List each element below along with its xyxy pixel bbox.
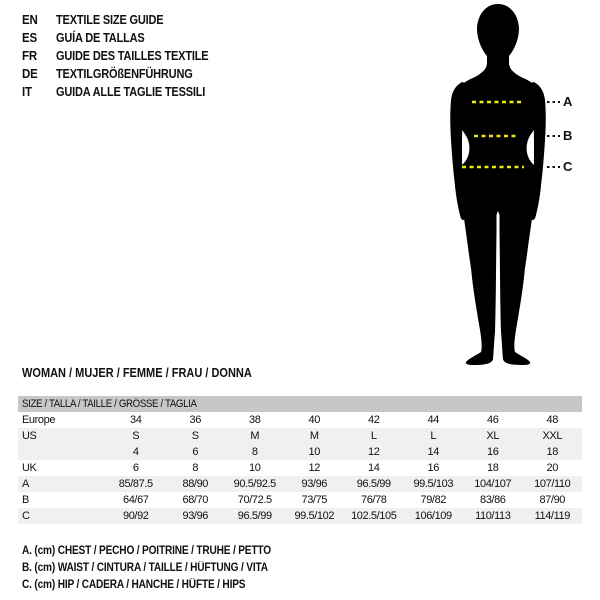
language-code: ES <box>22 31 37 45</box>
size-table-header <box>18 396 582 412</box>
size-cell: 99.5/102 <box>294 510 335 522</box>
size-cell: 64/67 <box>122 494 149 506</box>
language-label: GUIDA ALLE TAGLIE TESSILI <box>56 85 206 99</box>
size-cell: 102.5/105 <box>351 510 397 522</box>
size-cell: 4 <box>132 446 139 458</box>
legend-line <box>22 543 305 560</box>
size-cell: 73/75 <box>301 494 328 506</box>
size-cell: 96.5/99 <box>356 478 391 490</box>
language-list <box>22 11 229 101</box>
size-cell: L <box>370 430 377 442</box>
woman-silhouette <box>400 0 600 380</box>
size-cell: 34 <box>130 414 142 426</box>
size-cell: 12 <box>308 462 320 474</box>
size-cell: 96.5/99 <box>237 510 272 522</box>
language-label: TEXTILGRÖßENFÜHRUNG <box>56 67 193 81</box>
row-label: UK <box>22 462 37 474</box>
size-cell: 18 <box>546 446 558 458</box>
silhouette-shapes <box>450 4 546 365</box>
size-cell: 14 <box>368 462 380 474</box>
size-cell: 68/70 <box>182 494 209 506</box>
size-cell: 8 <box>251 446 258 458</box>
size-cell: 16 <box>427 462 439 474</box>
size-cell: S <box>191 430 199 442</box>
row-label: Europe <box>22 414 56 426</box>
language-code: FR <box>22 49 37 63</box>
language-row <box>22 11 229 29</box>
measure-label-waist: B <box>563 128 573 143</box>
language-row <box>22 29 229 47</box>
size-cell: L <box>430 430 437 442</box>
size-cell: 8 <box>192 462 199 474</box>
size-cell: 10 <box>308 446 320 458</box>
row-label <box>18 444 106 460</box>
size-cell: 14 <box>427 446 439 458</box>
size-cell: XXL <box>542 430 563 442</box>
size-cell: 16 <box>487 446 499 458</box>
row-label: B <box>22 494 29 506</box>
language-label: GUÍA DE TALLAS <box>56 31 145 45</box>
size-cell: 6 <box>132 462 139 474</box>
size-cell: 88/90 <box>182 478 209 490</box>
size-cell: S <box>132 430 140 442</box>
size-cell: 18 <box>487 462 499 474</box>
language-code: EN <box>22 13 38 27</box>
size-cell: 20 <box>546 462 558 474</box>
table-row <box>18 412 582 428</box>
language-row <box>22 65 229 83</box>
size-cell: 107/110 <box>534 478 571 490</box>
size-cell: 93/96 <box>182 510 209 522</box>
size-cell: 85/87.5 <box>118 478 153 490</box>
size-cell: 12 <box>368 446 380 458</box>
measure-label-hip: C <box>563 159 573 174</box>
table-row <box>18 476 582 492</box>
size-table-header-text: SIZE / TALLA / TAILLE / GRÖSSE / TAGLIA <box>22 398 197 410</box>
size-cell: 93/96 <box>301 478 328 490</box>
size-cell: 83/86 <box>479 494 506 506</box>
size-cell: 44 <box>427 414 439 426</box>
table-row <box>18 492 582 508</box>
row-label: A <box>22 478 29 490</box>
section-title-text: WOMAN / MUJER / FEMME / FRAU / DONNA <box>22 366 252 380</box>
size-cell: 87/90 <box>539 494 566 506</box>
size-cell: 70/72.5 <box>237 494 272 506</box>
size-cell: 46 <box>487 414 499 426</box>
row-label: US <box>22 430 37 442</box>
size-cell: 99.5/103 <box>413 478 454 490</box>
size-table <box>18 396 582 524</box>
size-table-body <box>18 412 582 524</box>
size-cell: M <box>250 430 260 442</box>
table-row <box>18 444 582 460</box>
size-cell: 79/82 <box>420 494 447 506</box>
legend-line-text: B. (cm) WAIST / CINTURA / TAILLE / HÜFTUNG / VITA <box>22 562 268 574</box>
measurement-figure <box>400 0 600 380</box>
legend-line <box>22 577 305 594</box>
table-row <box>18 428 582 444</box>
legend-line-text: A. (cm) CHEST / PECHO / POITRINE / TRUHE / PETTO <box>22 545 271 557</box>
table-row <box>18 508 582 524</box>
legend-line <box>22 560 305 577</box>
size-cell: 104/107 <box>474 478 512 490</box>
size-cell: 36 <box>189 414 201 426</box>
language-row <box>22 47 229 65</box>
measurement-legend <box>22 543 305 594</box>
language-label: TEXTILE SIZE GUIDE <box>56 13 164 27</box>
size-cell: 38 <box>249 414 261 426</box>
language-label: GUIDE DES TAILLES TEXTILE <box>56 49 209 63</box>
section-title <box>22 366 283 380</box>
language-code: IT <box>22 85 32 99</box>
size-cell: 90/92 <box>122 510 149 522</box>
size-cell: XL <box>486 430 500 442</box>
size-cell: 40 <box>308 414 320 426</box>
size-cell: 114/119 <box>534 510 570 522</box>
language-row <box>22 83 229 101</box>
size-cell: 76/78 <box>360 494 387 506</box>
size-cell: 110/113 <box>475 510 511 522</box>
row-label: C <box>22 510 30 522</box>
size-cell: M <box>309 430 319 442</box>
size-cell: 6 <box>192 446 199 458</box>
size-cell: 48 <box>546 414 558 426</box>
size-cell: 10 <box>249 462 261 474</box>
language-code: DE <box>22 67 38 81</box>
size-cell: 42 <box>368 414 380 426</box>
size-cell: 90.5/92.5 <box>233 478 276 490</box>
leader-dot-lines <box>547 102 560 167</box>
size-cell: 106/109 <box>414 510 452 522</box>
measure-label-chest: A <box>563 94 573 109</box>
table-row <box>18 460 582 476</box>
legend-line-text: C. (cm) HIP / CADERA / HANCHE / HÜFTE / HIPS <box>22 579 246 591</box>
